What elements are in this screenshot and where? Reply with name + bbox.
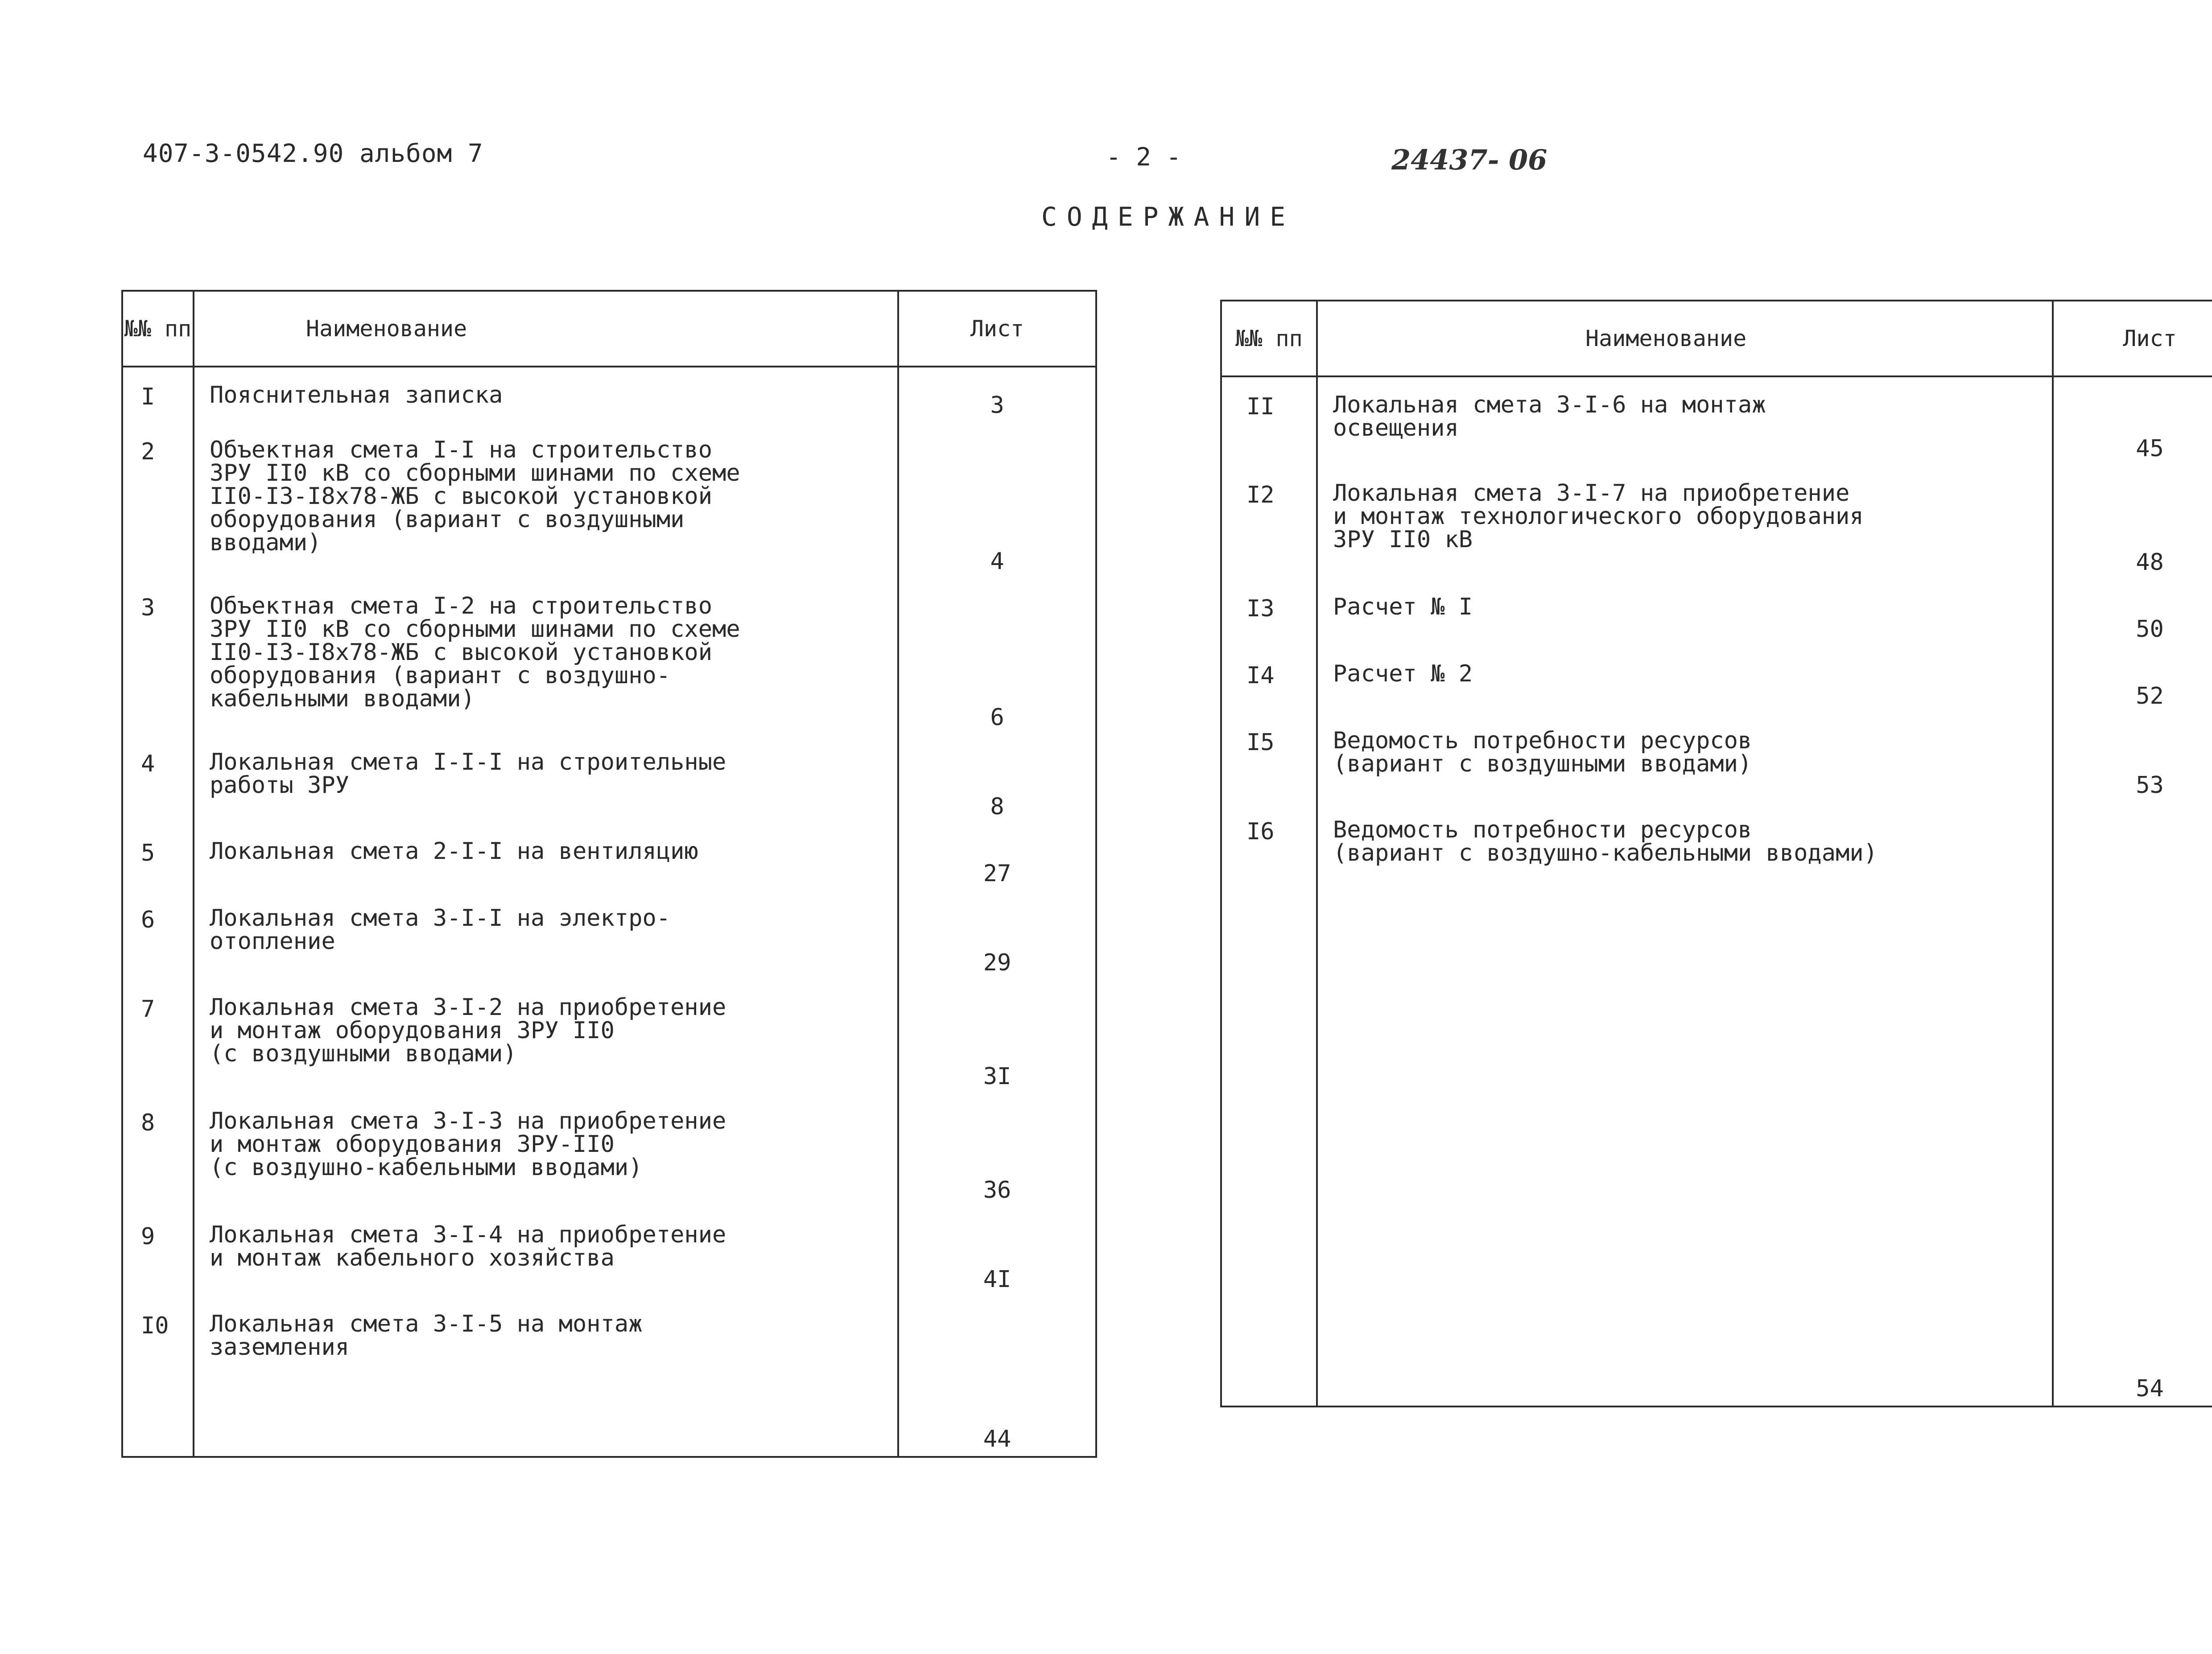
page-title: СОДЕРЖАНИЕ xyxy=(1041,202,1296,232)
row-name-cell xyxy=(194,422,898,578)
row-name: Локальная смета 3-I-5 на монтаж заземления xyxy=(210,1311,643,1361)
row-number: I6 xyxy=(1221,802,1317,1407)
row-name: Локальная смета 3-I-2 на приобретение и монтаж оборудования ЗРУ II0 (с воздушными вводами) xyxy=(210,994,726,1067)
row-sheet: 52 xyxy=(2053,646,2212,713)
row-number: 6 xyxy=(122,891,194,980)
table-row xyxy=(122,824,1096,891)
row-name-cell xyxy=(194,1296,898,1457)
row-sheet: 29 xyxy=(898,891,1096,980)
row-name-cell xyxy=(1317,646,2053,713)
column-header-name: Наименование xyxy=(1317,301,2053,376)
row-number: 5 xyxy=(122,824,194,891)
table-row xyxy=(1221,802,2212,1407)
table-row xyxy=(122,1093,1096,1207)
row-sheet: 4I xyxy=(898,1207,1096,1296)
row-number: 8 xyxy=(122,1093,194,1207)
column-header-name: Наименование xyxy=(194,291,898,367)
column-header-sheet: Лист xyxy=(898,291,1096,367)
document-code: 407-3-0542.90 альбом 7 xyxy=(143,139,483,168)
row-sheet: 45 xyxy=(2053,376,2212,466)
row-sheet: 54 xyxy=(2053,802,2212,1407)
row-number: 7 xyxy=(122,980,194,1093)
row-sheet: 27 xyxy=(898,824,1096,891)
row-name: Объектная смета I-I на строительство ЗРУ II0 кВ со сборными шинами по схеме II0-I3-I8х78-ЖБ с высокой установкой оборудования (вариант с воздушными вводами) xyxy=(210,437,740,556)
table-header-row xyxy=(1221,301,2212,376)
row-sheet: 50 xyxy=(2053,579,2212,646)
row-number: I5 xyxy=(1221,713,1317,802)
row-number: I4 xyxy=(1221,646,1317,713)
row-name-cell xyxy=(1317,713,2053,802)
row-number: II xyxy=(1221,376,1317,466)
table-row xyxy=(1221,579,2212,646)
column-header-num: №№ пп xyxy=(122,291,194,367)
row-name: Локальная смета 3-I-I на электро- отопление xyxy=(210,905,671,955)
table-row xyxy=(122,734,1096,824)
row-name: Расчет № I xyxy=(1333,594,1473,620)
row-number: I2 xyxy=(1221,466,1317,579)
handwritten-number: 24437- 06 xyxy=(1391,144,1548,176)
table-row xyxy=(122,1207,1096,1296)
column-header-sheet: Лист xyxy=(2053,301,2212,376)
table-row xyxy=(122,578,1096,734)
row-number: I xyxy=(122,367,194,422)
row-sheet: 53 xyxy=(2053,713,2212,802)
column-header-num: №№ пп xyxy=(1221,301,1317,376)
row-sheet: 36 xyxy=(898,1093,1096,1207)
contents-table-right xyxy=(1220,300,2212,1407)
table-row xyxy=(122,980,1096,1093)
row-name-cell xyxy=(1317,579,2053,646)
row-name-cell xyxy=(194,578,898,734)
row-number: I0 xyxy=(122,1296,194,1457)
table-row xyxy=(1221,466,2212,579)
row-name: Расчет № 2 xyxy=(1333,660,1473,687)
row-name-cell xyxy=(1317,376,2053,466)
row-name-cell xyxy=(194,824,898,891)
table-row xyxy=(122,1296,1096,1457)
row-name-cell xyxy=(194,1093,898,1207)
row-name: Локальная смета 3-I-7 на приобретение и монтаж технологического оборудования ЗРУ II0 кВ xyxy=(1333,480,1864,553)
row-name-cell xyxy=(194,980,898,1093)
row-sheet: 3I xyxy=(898,980,1096,1093)
table-row xyxy=(122,367,1096,422)
row-name: Пояснительная записка xyxy=(210,382,503,408)
contents-table-left xyxy=(121,290,1097,1458)
table-row xyxy=(1221,376,2212,466)
table-row xyxy=(122,422,1096,578)
row-sheet: 3 xyxy=(898,367,1096,422)
row-name: Ведомость потребности ресурсов (вариант с воздушно-кабельными вводами) xyxy=(1333,817,1878,866)
row-name: Локальная смета 2-I-I на вентиляцию xyxy=(210,838,698,865)
row-name-cell xyxy=(194,1207,898,1296)
row-sheet: 4 xyxy=(898,422,1096,578)
row-sheet: 48 xyxy=(2053,466,2212,579)
row-name-cell xyxy=(194,367,898,422)
row-name: Объектная смета I-2 на строительство ЗРУ II0 кВ со сборными шинами по схеме II0-I3-I8х78-ЖБ с высокой установкой оборудования (вариант с воздушно- кабельными вводами) xyxy=(210,593,740,712)
row-name: Локальная смета 3-I-6 на монтаж освещения xyxy=(1333,392,1766,441)
table-row xyxy=(122,891,1096,980)
row-number: 3 xyxy=(122,578,194,734)
row-name-cell xyxy=(1317,466,2053,579)
row-name: Локальная смета 3-I-4 на приобретение и монтаж кабельного хозяйства xyxy=(210,1221,726,1271)
table-row xyxy=(1221,713,2212,802)
row-number: I3 xyxy=(1221,579,1317,646)
row-name: Локальная смета 3-I-3 на приобретение и монтаж оборудования ЗРУ-II0 (с воздушно-кабельными вводами) xyxy=(210,1108,726,1181)
row-name: Ведомость потребности ресурсов (вариант с воздушными вводами) xyxy=(1333,727,1752,777)
table-header-row xyxy=(122,291,1096,367)
row-name-cell xyxy=(194,734,898,824)
row-name-cell xyxy=(194,891,898,980)
row-name-cell xyxy=(1317,802,2053,1407)
row-sheet: 44 xyxy=(898,1296,1096,1457)
row-number: 4 xyxy=(122,734,194,824)
row-name: Локальная смета I-I-I на строительные работы ЗРУ xyxy=(210,749,726,799)
row-number: 9 xyxy=(122,1207,194,1296)
row-sheet: 6 xyxy=(898,578,1096,734)
row-number: 2 xyxy=(122,422,194,578)
table-row xyxy=(1221,646,2212,713)
page-number: - 2 - xyxy=(1106,143,1181,172)
row-sheet: 8 xyxy=(898,734,1096,824)
